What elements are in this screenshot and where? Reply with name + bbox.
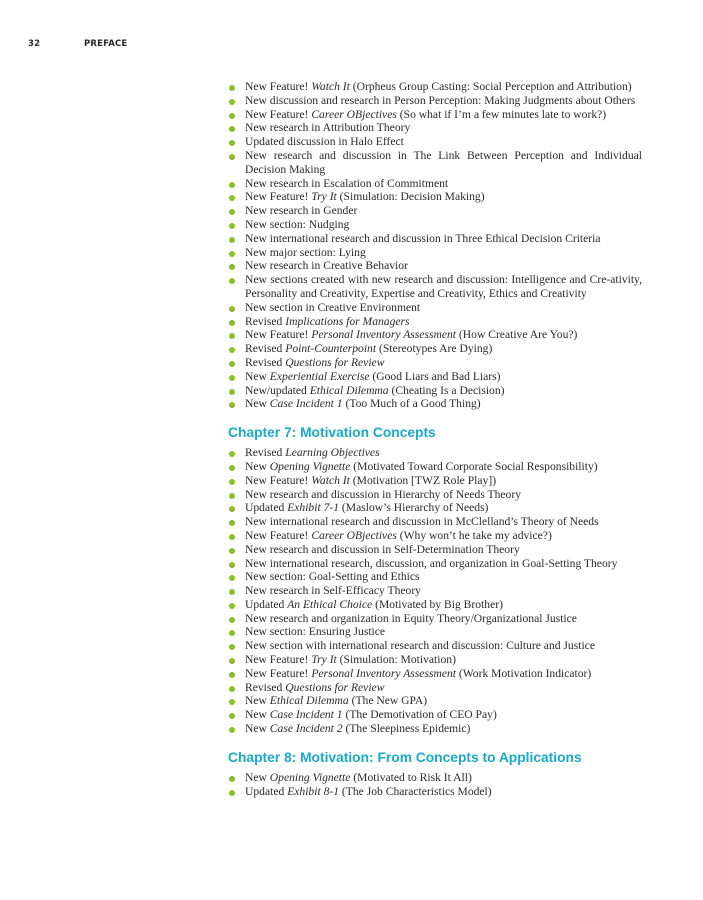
list-item <box>228 246 642 260</box>
bullet-icon <box>229 699 235 705</box>
item-text: New Feature! <box>245 328 312 342</box>
bullet-icon <box>229 347 235 353</box>
bullet-icon <box>229 126 235 132</box>
item-text: New <box>245 722 270 736</box>
bullet-icon <box>229 479 235 485</box>
item-text: New research in Self-Efficacy Theory <box>245 584 421 598</box>
bullet-icon <box>229 85 235 91</box>
item-text: (Maslow’s Hierarchy of Needs) <box>339 501 489 515</box>
change-list <box>228 446 642 736</box>
list-item <box>228 94 642 108</box>
list-item <box>228 625 642 639</box>
list-item <box>228 639 642 653</box>
item-text: New section: Ensuring Justice <box>245 625 386 639</box>
list-item <box>228 785 642 799</box>
bullet-icon <box>229 389 235 395</box>
bullet-icon <box>229 182 235 188</box>
list-item <box>228 694 642 708</box>
item-text: (Orpheus Group Casting: Social Perception and Attribution) <box>349 80 632 93</box>
feature-title: Questions for Review <box>285 680 385 694</box>
list-item <box>228 301 642 315</box>
list-item <box>228 135 642 149</box>
item-text: New research and discussion in Hierarchy of Needs Theory <box>245 487 522 501</box>
list-item <box>228 259 642 273</box>
list-item <box>228 515 642 529</box>
bullet-icon <box>229 465 235 471</box>
list-item <box>228 218 642 232</box>
item-text: New Feature! <box>245 666 312 680</box>
item-text: Revised <box>245 342 286 356</box>
bullet-icon <box>229 658 235 664</box>
page-number: 32 <box>28 39 41 49</box>
bullet-icon <box>229 402 235 408</box>
list-item <box>228 501 642 515</box>
bullet-icon <box>229 251 235 257</box>
list-item <box>228 190 642 204</box>
item-text: Revised <box>245 355 286 369</box>
bullet-icon <box>229 548 235 554</box>
item-text: (The Demotivation of CEO Pay) <box>342 708 497 722</box>
bullet-icon <box>229 237 235 243</box>
bullet-icon <box>229 686 235 692</box>
item-text: New international research, discussion, and organization in Goal-Setting Theory <box>245 556 618 570</box>
bullet-icon <box>229 154 235 160</box>
feature-title: Watch It <box>311 473 350 487</box>
feature-title: Personal Inventory Assessment <box>311 666 457 680</box>
list-item <box>228 273 642 301</box>
list-item <box>228 529 642 543</box>
bullet-icon <box>229 589 235 595</box>
bullet-icon <box>229 264 235 270</box>
item-text: (Why won’t he take my advice?) <box>396 528 552 542</box>
item-text: Updated <box>245 501 288 515</box>
list-item <box>228 149 642 177</box>
feature-title: Case Incident 1 <box>269 397 343 411</box>
item-text: New major section: Lying <box>245 245 366 259</box>
bullet-icon <box>229 140 235 146</box>
running-head-title: PREFACE <box>84 39 128 49</box>
item-text: New section with international research and discussion: Culture and Justice <box>245 639 595 653</box>
feature-title: Case Incident 1 <box>269 708 343 722</box>
item-text: (Good Liars and Bad Liars) <box>369 369 501 383</box>
bullet-icon <box>229 575 235 581</box>
list-item <box>228 177 642 191</box>
item-text: New <box>245 369 270 383</box>
item-text: (Motivated Toward Corporate Social Responsibility) <box>350 459 598 473</box>
feature-title: Try It <box>311 653 337 667</box>
list-item <box>228 722 642 736</box>
item-text: New research and discussion in Self-Determination Theory <box>245 542 520 556</box>
feature-title: Opening Vignette <box>269 459 351 473</box>
item-text: (The Job Characteristics Model) <box>339 784 492 798</box>
item-text: New section: Nudging <box>245 217 350 231</box>
list-item <box>228 121 642 135</box>
item-text: (The New GPA) <box>348 694 428 708</box>
feature-title: Career OBjectives <box>311 528 397 542</box>
item-text: New research in Gender <box>245 204 358 218</box>
list-item <box>228 315 642 329</box>
item-text: (Too Much of a Good Thing) <box>342 397 481 411</box>
feature-title: An Ethical Choice <box>287 597 373 611</box>
list-item <box>228 108 642 122</box>
bullet-icon <box>229 630 235 636</box>
item-text: Revised <box>245 446 286 460</box>
bullet-icon <box>229 306 235 312</box>
item-text: New research in Creative Behavior <box>245 259 408 273</box>
item-text: New research in Escalation of Commitment <box>245 176 449 190</box>
item-text: Updated <box>245 784 288 798</box>
list-item <box>228 771 642 785</box>
bullet-icon <box>229 713 235 719</box>
item-text: (Work Motivation Indicator) <box>456 666 592 680</box>
bullet-icon <box>229 534 235 540</box>
bullet-icon <box>229 99 235 105</box>
list-item <box>228 543 642 557</box>
bullet-icon <box>229 493 235 499</box>
bullet-icon <box>229 333 235 339</box>
list-item <box>228 584 642 598</box>
list-item <box>228 397 642 411</box>
bullet-icon <box>229 278 235 284</box>
item-text: New <box>245 770 270 784</box>
feature-title: Implications for Managers <box>285 314 410 328</box>
item-text: New <box>245 397 270 411</box>
feature-title: Exhibit 8-1 <box>287 784 340 798</box>
bullet-icon <box>229 451 235 457</box>
bullet-icon <box>229 223 235 229</box>
list-item <box>228 598 642 612</box>
list-item <box>228 460 642 474</box>
list-item <box>228 232 642 246</box>
chapter-heading: Chapter 7: Motivation Concepts <box>228 425 436 441</box>
feature-title: Opening Vignette <box>269 770 351 784</box>
item-text: (Cheating Is a Decision) <box>388 383 505 397</box>
item-text: (Simulation: Decision Making) <box>336 190 485 204</box>
bullet-icon <box>229 209 235 215</box>
list-item <box>228 612 642 626</box>
feature-title: Exhibit 7-1 <box>287 501 340 515</box>
preface-changes-list <box>228 80 642 798</box>
list-item <box>228 570 642 584</box>
list-item <box>228 342 642 356</box>
feature-title: Questions for Review <box>285 355 385 369</box>
feature-title: Case Incident 2 <box>269 722 343 736</box>
list-item <box>228 384 642 398</box>
bullet-icon <box>229 113 235 119</box>
list-item <box>228 653 642 667</box>
feature-title: Learning Objectives <box>285 446 380 460</box>
item-text: New discussion and research in Person Perception: Making Judgments about Others <box>245 93 636 107</box>
item-text: New Feature! <box>245 80 312 93</box>
feature-title: Try It <box>311 190 337 204</box>
feature-title: Experiential Exercise <box>269 369 370 383</box>
list-item <box>228 80 642 94</box>
item-text: New <box>245 708 270 722</box>
list-item <box>228 681 642 695</box>
item-text: New <box>245 694 270 708</box>
item-text: Revised <box>245 680 286 694</box>
list-item <box>228 488 642 502</box>
item-text: New international research and discussion in Three Ethical Decision Criteria <box>245 231 601 245</box>
feature-title: Ethical Dilemma <box>269 694 349 708</box>
item-text: Updated <box>245 597 288 611</box>
list-item <box>228 474 642 488</box>
item-text: New Feature! <box>245 653 312 667</box>
item-text: New Feature! <box>245 190 312 204</box>
change-list <box>228 80 642 411</box>
change-list <box>228 771 642 799</box>
bullet-icon <box>229 520 235 526</box>
list-item <box>228 708 642 722</box>
list-item <box>228 356 642 370</box>
item-text: New Feature! <box>245 473 312 487</box>
item-text: (Simulation: Motivation) <box>336 653 456 667</box>
feature-title: Point-Counterpoint <box>285 342 377 356</box>
item-text: New/updated <box>245 383 310 397</box>
list-item <box>228 446 642 460</box>
bullet-icon <box>229 375 235 381</box>
item-text: New research in Attribution Theory <box>245 121 411 135</box>
item-text: New sections created with new research and discussion: Intelligence and Cre-ativity, Personality and Creativity, Expertise and Creativity, Ethics and Creativity <box>245 273 642 300</box>
item-text: New section: Goal-Setting and Ethics <box>245 570 420 584</box>
item-text: New research and organization in Equity Theory/Organizational Justice <box>245 611 577 625</box>
item-text: (Stereotypes Are Dying) <box>376 342 493 356</box>
bullet-icon <box>229 506 235 512</box>
item-text: (Motivated by Big Brother) <box>372 597 503 611</box>
bullet-icon <box>229 361 235 367</box>
bullet-icon <box>229 776 235 782</box>
bullet-icon <box>229 672 235 678</box>
item-text: (How Creative Are You?) <box>456 328 578 342</box>
list-item <box>228 667 642 681</box>
feature-title: Ethical Dilemma <box>309 383 389 397</box>
list-item <box>228 557 642 571</box>
list-item <box>228 370 642 384</box>
item-text: New Feature! <box>245 528 312 542</box>
bullet-icon <box>229 562 235 568</box>
bullet-icon <box>229 790 235 796</box>
item-text: New Feature! <box>245 107 312 121</box>
item-text: New <box>245 459 270 473</box>
feature-title: Personal Inventory Assessment <box>311 328 457 342</box>
item-text: New international research and discussion in McClelland’s Theory of Needs <box>245 515 599 529</box>
item-text: (The Sleepiness Epidemic) <box>342 722 471 736</box>
item-text: New section in Creative Environment <box>245 300 421 314</box>
feature-title: Career OBjectives <box>311 107 397 121</box>
bullet-icon <box>229 603 235 609</box>
list-item <box>228 328 642 342</box>
bullet-icon <box>229 195 235 201</box>
item-text: New research and discussion in The Link Between Perception and Individual Decision Making <box>245 148 642 176</box>
bullet-icon <box>229 320 235 326</box>
item-text: Revised <box>245 314 286 328</box>
bullet-icon <box>229 644 235 650</box>
list-item <box>228 204 642 218</box>
running-head <box>28 39 127 51</box>
item-text: (So what if I’m a few minutes late to work?) <box>396 107 607 121</box>
item-text: (Motivation [TWZ Role Play]) <box>349 473 497 487</box>
chapter-heading: Chapter 8: Motivation: From Concepts to Applications <box>228 749 582 765</box>
feature-title: Watch It <box>311 80 350 93</box>
bullet-icon <box>229 617 235 623</box>
item-text: (Motivated to Risk It All) <box>350 770 472 784</box>
bullet-icon <box>229 727 235 733</box>
item-text: Updated discussion in Halo Effect <box>245 135 404 149</box>
